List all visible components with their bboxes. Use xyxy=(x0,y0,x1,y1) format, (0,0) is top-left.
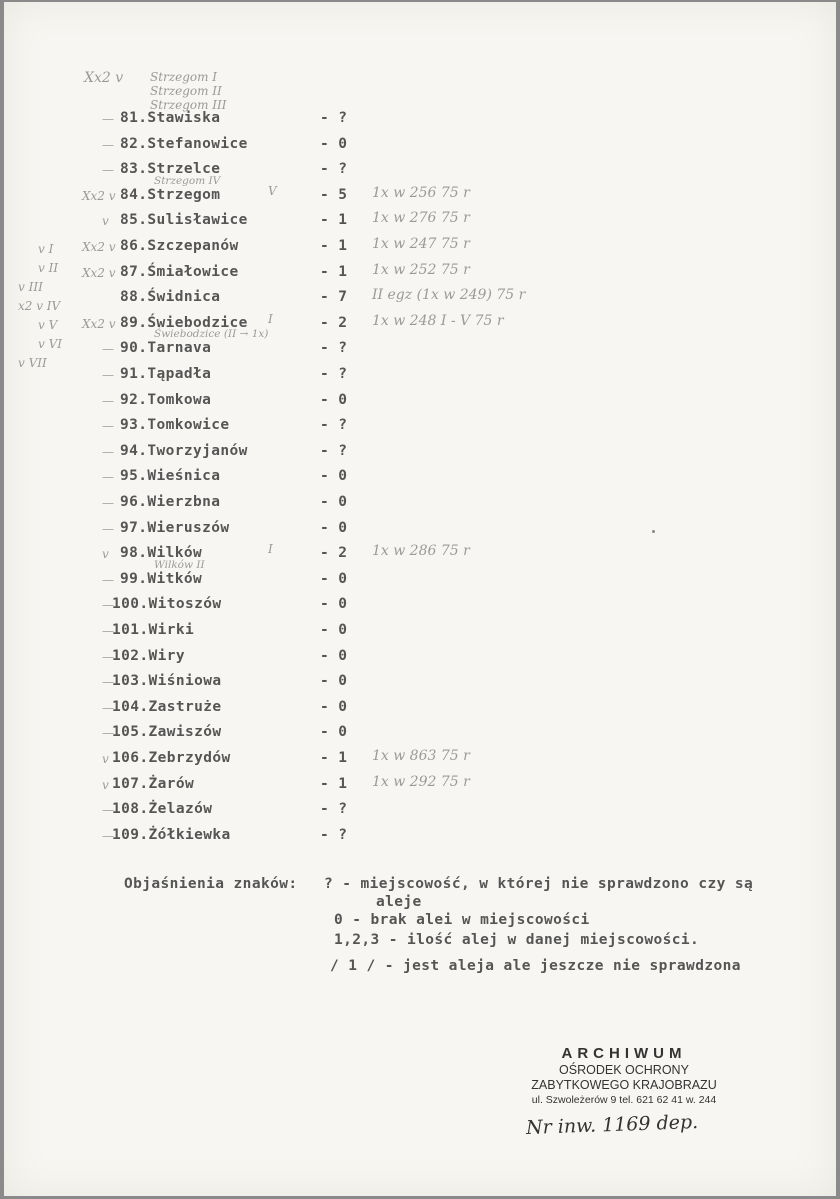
list-item xyxy=(4,494,836,516)
row-check-mark: Xx2 v xyxy=(82,316,116,331)
stamp-title: ARCHIWUM xyxy=(561,1045,687,1062)
legend-line-count: 1,2,3 - ilość alej w danej miejscowości. xyxy=(334,932,700,948)
alley-count: - 0 xyxy=(320,622,348,638)
locality-name: 91.Tąpadła xyxy=(120,366,212,382)
list-item xyxy=(4,417,836,439)
row-check-mark: — xyxy=(102,700,114,715)
row-check-mark: — xyxy=(102,649,114,664)
list-item xyxy=(4,136,836,158)
row-check-mark: — xyxy=(102,163,114,178)
list-item xyxy=(4,801,836,823)
locality-name: 97.Wieruszów xyxy=(120,519,230,536)
row-check-mark: — xyxy=(102,112,114,126)
row-above-note: Świebodzice (II → 1x) xyxy=(154,328,269,341)
list-item xyxy=(4,110,836,132)
strzegom-annotation-2: Strzegom II xyxy=(150,84,222,98)
alley-count: - ? xyxy=(320,366,348,382)
row-check-mark: — xyxy=(102,675,114,690)
alley-count: - 0 xyxy=(320,135,348,152)
row-check-mark: v xyxy=(102,214,109,229)
list-item xyxy=(4,238,836,260)
list-item xyxy=(4,622,836,644)
list-item xyxy=(4,443,836,465)
row-check-mark: — xyxy=(102,137,114,152)
row-check-mark: — xyxy=(102,470,114,485)
locality-name: 108.Żelazów xyxy=(112,801,213,818)
locality-name: 88.Świdnica xyxy=(120,289,221,306)
paper-speck xyxy=(652,530,655,533)
alley-count: - ? xyxy=(320,161,348,178)
row-check-mark: v xyxy=(102,752,109,766)
list-item xyxy=(4,699,836,721)
alley-count: - 0 xyxy=(320,647,348,664)
alley-count: - ? xyxy=(320,801,348,818)
locality-name: 101.Wirki xyxy=(112,622,195,638)
alley-count: - 7 xyxy=(320,289,348,306)
alley-count: - 1 xyxy=(320,750,348,766)
list-item xyxy=(4,596,836,618)
list-item xyxy=(4,542,836,567)
margin-roman-mark: v III xyxy=(18,280,43,294)
list-item xyxy=(4,468,836,490)
legend-line-zero: 0 - brak alei w miejscowości xyxy=(334,912,590,928)
locality-name: 87.Śmiałowice xyxy=(120,263,239,280)
locality-name: 96.Wierzbna xyxy=(120,494,221,510)
alley-count: - 0 xyxy=(320,673,348,690)
locality-name: 85.Sulisławice xyxy=(120,212,248,229)
locality-name: 103.Wiśniowa xyxy=(112,673,222,690)
row-check-mark: — xyxy=(102,598,114,613)
alley-count: - ? xyxy=(320,442,348,459)
list-item xyxy=(4,328,836,362)
row-check-mark: — xyxy=(102,368,114,382)
alley-count: - 0 xyxy=(320,468,348,485)
locality-name: 104.Zastruże xyxy=(112,698,222,715)
row-roman-mark: I xyxy=(268,311,273,326)
row-pencil-note: 1x w 276 75 r xyxy=(372,210,470,227)
row-pencil-note: 1x w 256 75 r xyxy=(372,184,470,201)
locality-name: 92.Tomkowa xyxy=(120,391,212,408)
row-check-mark: — xyxy=(102,419,114,434)
alley-count: - ? xyxy=(320,417,348,434)
list-item xyxy=(4,750,836,772)
stamp-line-1: OŚRODEK OCHRONY xyxy=(559,1063,689,1077)
list-item xyxy=(4,724,836,746)
row-check-mark: — xyxy=(102,444,114,459)
list-item xyxy=(4,212,836,234)
archive-stamp xyxy=(524,1045,724,1106)
list-item xyxy=(4,261,836,286)
list-item xyxy=(4,366,836,388)
strzegom-annotation-1: Strzegom I xyxy=(150,70,218,84)
list-item xyxy=(4,827,836,849)
row-check-mark: — xyxy=(102,496,114,510)
alley-count: - 5 xyxy=(320,186,348,203)
alley-count: - ? xyxy=(320,110,348,126)
margin-roman-mark: x2 v IV xyxy=(18,299,61,313)
row-above-note: Wilków II xyxy=(154,558,205,571)
alley-count: - 0 xyxy=(320,724,348,741)
list-item xyxy=(4,558,836,593)
alley-count: - 0 xyxy=(320,391,348,408)
list-item xyxy=(4,520,836,542)
alley-count: - 0 xyxy=(320,596,348,613)
list-item xyxy=(4,289,836,311)
legend-line-unchecked: / 1 / - jest aleja ale jeszcze nie sprawdzona xyxy=(330,958,741,974)
alley-count: - 0 xyxy=(320,494,348,510)
locality-name: 90.Tarnava xyxy=(120,340,212,357)
row-check-mark: v xyxy=(102,777,109,792)
row-check-mark: Xx2 v xyxy=(82,240,116,254)
legend-intro: Objaśnienia znaków: xyxy=(124,876,298,892)
document-page xyxy=(4,2,836,1196)
locality-name: 102.Wiry xyxy=(112,647,186,664)
locality-name: 100.Witoszów xyxy=(112,596,222,613)
row-check-mark: — xyxy=(102,726,114,741)
row-pencil-note: 1x w 247 75 r xyxy=(372,236,470,252)
row-check-mark: — xyxy=(102,572,114,587)
alley-count: - 2 xyxy=(320,545,348,562)
alley-count: - 2 xyxy=(320,314,348,331)
margin-roman-mark: v VII xyxy=(18,356,47,370)
row-check-mark: Xx2 v xyxy=(82,188,116,203)
list-item xyxy=(4,174,836,209)
alley-count: - 1 xyxy=(320,775,348,792)
row-check-mark: — xyxy=(102,624,114,638)
locality-name: 82.Stefanowice xyxy=(120,135,248,152)
alley-count: - 1 xyxy=(320,212,348,229)
row-check-mark: — xyxy=(102,803,114,818)
legend-line-question: ? - miejscowość, w której nie sprawdzono czy są xyxy=(324,876,754,892)
locality-name: 93.Tomkowice xyxy=(120,417,230,434)
alley-count: - 1 xyxy=(320,263,348,280)
stamp-line-2: ZABYTKOWEGO KRAJOBRAZU xyxy=(531,1078,717,1092)
row-check-mark: — xyxy=(102,393,114,408)
locality-name: 89.Świebodzice xyxy=(120,314,248,331)
locality-name: 95.Wieśnica xyxy=(120,468,221,485)
margin-roman-mark: v II xyxy=(38,261,59,275)
list-item xyxy=(4,161,836,183)
strzegom-annotation-3: Strzegom III xyxy=(150,98,227,112)
alley-count: - 0 xyxy=(320,698,348,715)
locality-name: 106.Zebrzydów xyxy=(112,750,231,766)
locality-name: 105.Zawiszów xyxy=(112,724,222,741)
row-roman-mark: I xyxy=(268,542,273,557)
locality-name: 81.Stawiska xyxy=(120,110,221,126)
row-check-mark: Xx2 v xyxy=(82,265,116,280)
margin-roman-mark: v V xyxy=(38,318,58,332)
top-check-annotation: Xx2 v xyxy=(84,70,124,86)
alley-count: - ? xyxy=(320,340,348,357)
alley-count: - 0 xyxy=(320,570,348,587)
locality-name: 109.Żółkiewka xyxy=(112,826,231,843)
locality-name: 84.Strzegom xyxy=(120,186,221,203)
row-pencil-note: 1x w 252 75 r xyxy=(372,261,470,278)
row-pencil-note: 1x w 286 75 r xyxy=(372,543,470,560)
locality-name: 86.Szczepanów xyxy=(120,238,239,254)
row-check-mark: — xyxy=(102,828,114,843)
list-item xyxy=(4,392,836,414)
locality-name: 107.Żarów xyxy=(112,775,195,792)
row-pencil-note: II egz (1x w 249) 75 r xyxy=(372,287,526,304)
row-roman-mark: V xyxy=(268,183,277,198)
list-item xyxy=(4,673,836,695)
row-pencil-note: 1x w 863 75 r xyxy=(372,748,470,764)
margin-roman-mark: v I xyxy=(38,242,54,256)
locality-name: 83.Strzelce xyxy=(120,161,221,178)
row-check-mark: — xyxy=(102,521,114,536)
legend-line-question-cont: aleje xyxy=(376,894,422,910)
locality-name: 99.Witków xyxy=(120,570,203,587)
inventory-number: Nr inw. 1169 dep. xyxy=(525,1111,699,1139)
row-pencil-note: 1x w 248 I - V 75 r xyxy=(372,312,504,329)
row-check-mark: v xyxy=(102,547,109,562)
list-item xyxy=(4,648,836,670)
row-above-note: Strzegom IV xyxy=(154,174,221,187)
margin-roman-mark: v VI xyxy=(38,337,62,351)
stamp-line-3: ul. Szwoleżerów 9 tel. 621 62 41 w. 244 xyxy=(531,1094,717,1106)
locality-name: 94.Tworzyjanów xyxy=(120,442,248,459)
alley-count: - 0 xyxy=(320,519,348,536)
locality-name: 98.Wilków xyxy=(120,545,203,562)
list-item xyxy=(4,773,836,798)
alley-count: - ? xyxy=(320,826,348,843)
row-check-mark: — xyxy=(102,342,114,357)
row-pencil-note: 1x w 292 75 r xyxy=(372,773,470,790)
list-item xyxy=(4,311,836,337)
alley-count: - 1 xyxy=(320,238,348,254)
